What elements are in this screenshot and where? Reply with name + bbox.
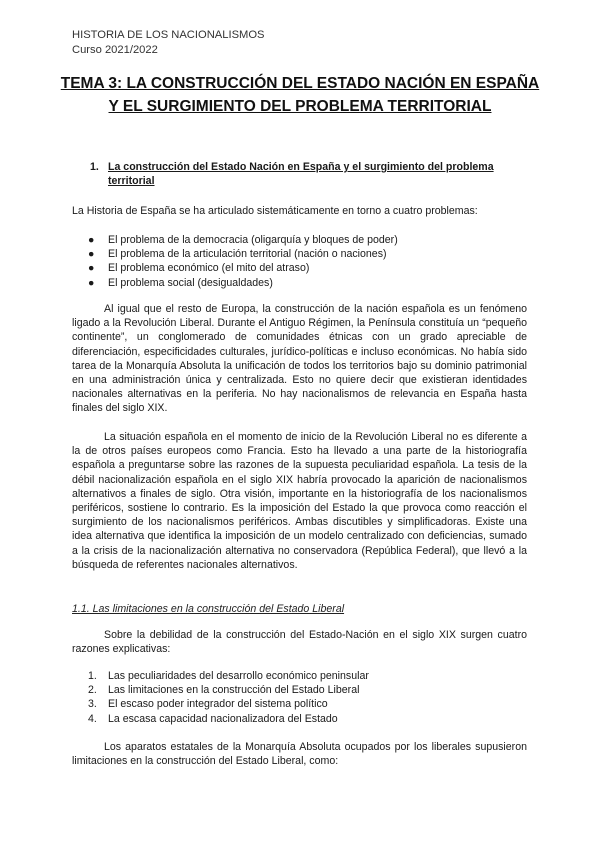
list-item xyxy=(88,683,518,697)
list-number: 4. xyxy=(88,712,97,725)
list-item-text: Las limitaciones en la construcción del Estado Liberal xyxy=(108,684,360,697)
list-item-text: El problema de la democracia (oligarquía y bloques de poder) xyxy=(108,234,398,246)
reasons-list xyxy=(88,669,518,726)
section-number: 1. xyxy=(90,161,99,173)
body-paragraph-2: La situación española en el momento de inicio de la Revolución Liberal no es diferente a la de otros países europeos como Francia. Esto ha llevado a una parte de la historiografía española a preguntarse sobre las razones de la supuesta peculiaridad española. La tesis de la débil nacionalización española en el siglo XIX habría provocado la aparición de nacionalismos alternativos a finales de siglo. Otra visión, importante en la historiografía de los nacionalismos periféricos, sostiene lo contrario. Es la imposición del Estado la que provoca como reacción el surgimiento de los nacionalismos periféricos. Ambas discutibles y simplificadoras. Existe una idea alternativa que identifica la imposición de un modelo centralizado con deficiencias, sumado a la crisis de la nacionalización alternativa no conservadora (República Federal), que llevó a la búsqueda de referentes nacionales alternativos. xyxy=(72,431,527,571)
list-item-text: La escasa capacidad nacionalizadora del Estado xyxy=(108,712,338,725)
list-item-text: El problema económico (el mito del atraso) xyxy=(108,262,310,275)
bullet-icon: ● xyxy=(88,276,95,289)
list-item xyxy=(88,697,518,711)
list-item xyxy=(88,669,518,683)
bullet-icon: ● xyxy=(88,234,95,246)
list-item xyxy=(88,261,518,275)
list-item xyxy=(88,276,518,290)
section-title: La construcción del Estado Nación en España y el surgimiento del problema territorial xyxy=(108,161,494,187)
list-item-text: El problema social (desigualdades) xyxy=(108,276,273,289)
list-item-text: El escaso poder integrador del sistema político xyxy=(108,698,328,711)
header-year: Curso 2021/2022 xyxy=(72,44,158,56)
list-number: 3. xyxy=(88,698,97,711)
problems-list xyxy=(88,233,518,290)
bullet-icon: ● xyxy=(88,248,95,261)
body-paragraph-3: Sobre la debilidad de la construcción del Estado-Nación en el siglo XIX surgen cuatro razones explicativas: xyxy=(72,629,527,656)
list-item xyxy=(88,233,518,247)
list-item xyxy=(88,712,518,726)
subsection-heading: 1.1. Las limitaciones en la construcción del Estado Liberal xyxy=(72,603,345,615)
bullet-icon: ● xyxy=(88,262,95,275)
list-item xyxy=(88,247,518,261)
list-item-text: Las peculiaridades del desarrollo económico peninsular xyxy=(108,670,369,682)
list-item-text: El problema de la articulación territorial (nación o naciones) xyxy=(108,248,387,261)
intro-paragraph: La Historia de España se ha articulado sistemáticamente en torno a cuatro problemas: xyxy=(72,205,478,217)
list-number: 1. xyxy=(88,670,97,682)
body-paragraph-4: Los aparatos estatales de la Monarquía Absoluta ocupados por los liberales supusieron limitaciones en la construcción del Estado Liberal, como: xyxy=(72,741,527,768)
section-heading xyxy=(90,161,530,188)
header-course: HISTORIA DE LOS NACIONALISMOS xyxy=(72,29,265,41)
body-paragraph-1: Al igual que el resto de Europa, la construcción de la nación española es un fenómeno ligado a la Revolución Liberal. Durante el Antiguo Régimen, la Península constituía un “pequeño continente”, un conglomerado de comunidades étnicas con un grado apreciable de diferenciación, especificidades culturales, jurídico-políticas e incluso económicas. No había sido tarea de la Monarquía Absoluta la unificación de todos los territorios bajo su dominio patrimonial en una administración única y centralizada. Esto no quiere decir que existieran identidades nacionales alternativas en la periferia. No hay nacionalismos de relevancia en España hasta finales del siglo XIX. xyxy=(72,303,527,415)
page-title: TEMA 3: LA CONSTRUCCIÓN DEL ESTADO NACIÓN EN ESPAÑA Y EL SURGIMIENTO DEL PROBLEMA TERRITORIAL xyxy=(60,75,540,115)
list-number: 2. xyxy=(88,684,97,697)
